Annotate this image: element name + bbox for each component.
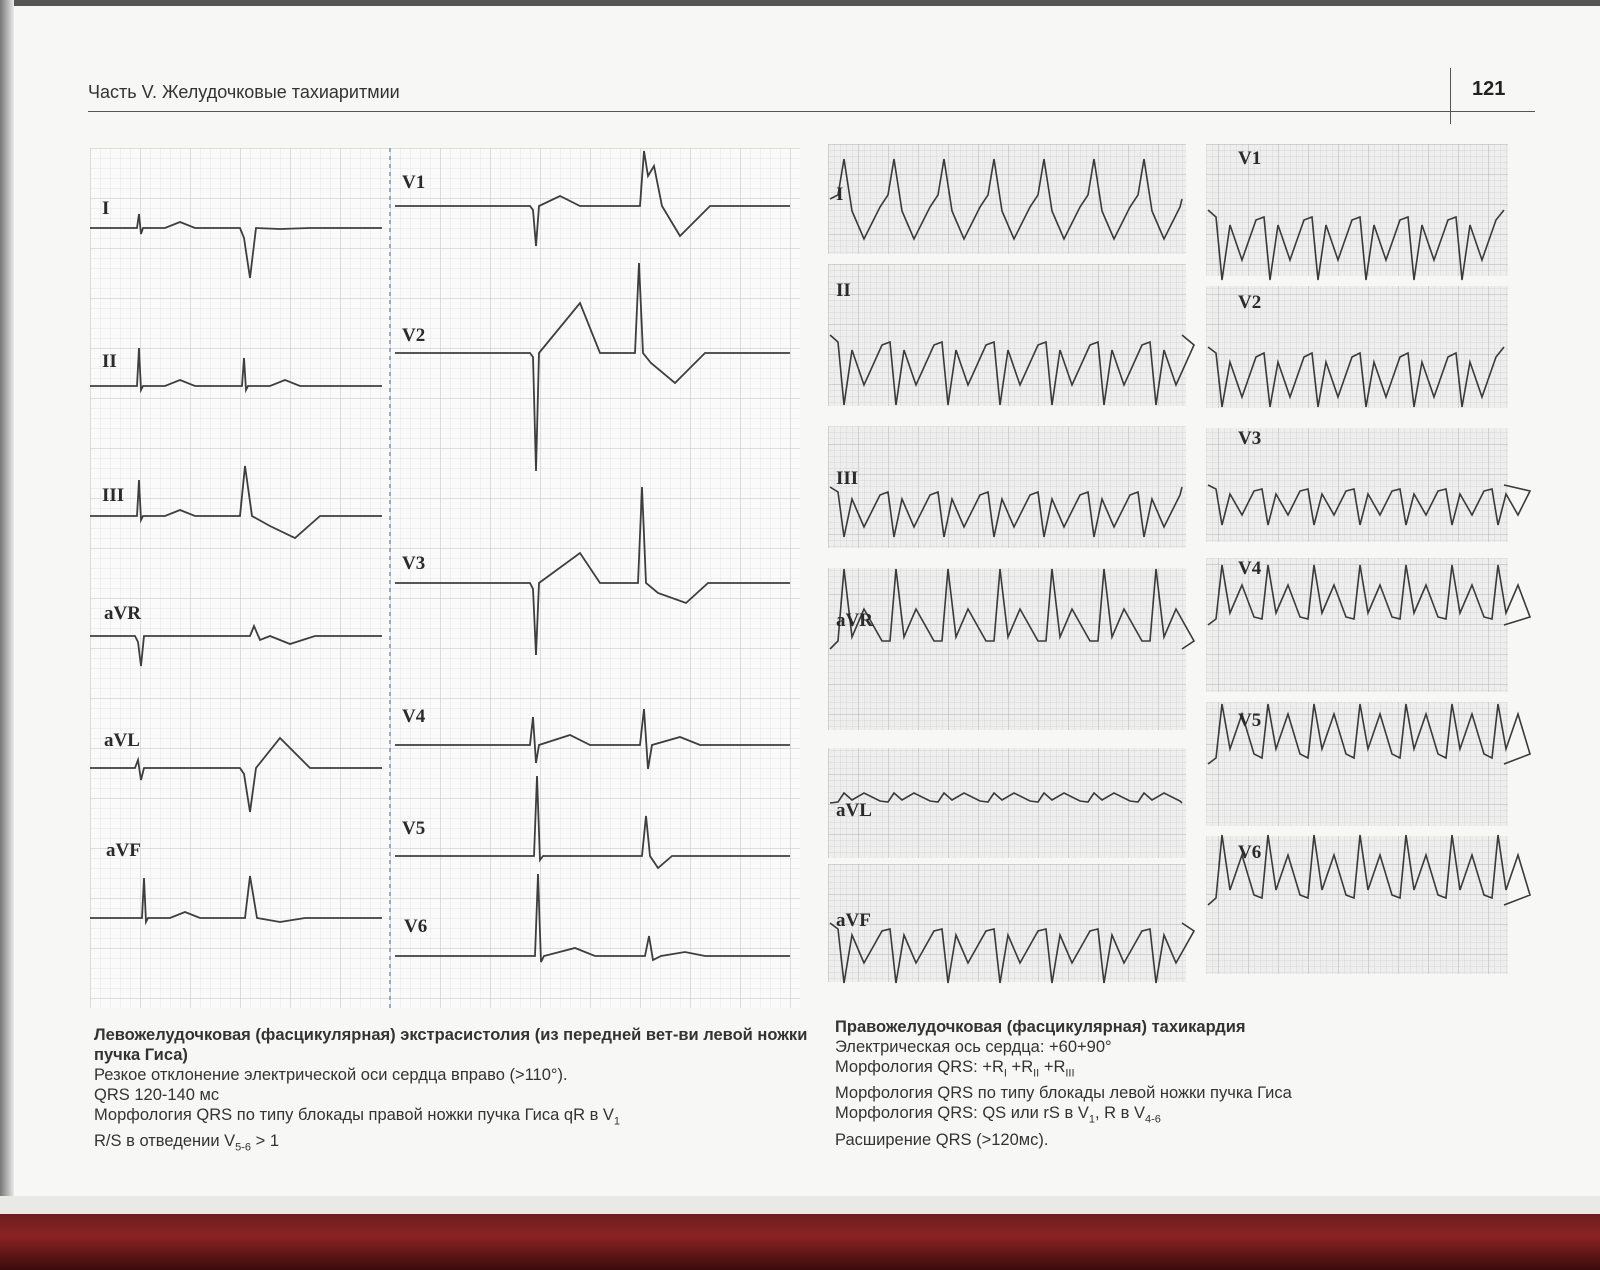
caption-left-title: Левожелудочковая (фасцикулярная) экстрасистолия (из передней вет-ви левой ножки пучка Гиса) bbox=[94, 1026, 808, 1064]
lead-label-V3: V3 bbox=[402, 553, 426, 574]
caption-right-title: Правожелудочковая (фасцикулярная) тахикардия bbox=[835, 1018, 1246, 1036]
ecg-left-graphic bbox=[90, 148, 800, 1008]
caption-right-line: Морфология QRS: QS или rS в $V_1$, R в $V_{4-6}$ bbox=[835, 1104, 1161, 1126]
caption-left-line: R/S в отведении $V_{5-6} > 1$ bbox=[94, 1132, 280, 1154]
lead-label-V4: V4 bbox=[402, 706, 426, 727]
lead-label-V6: V6 bbox=[1238, 842, 1262, 863]
caption-left-line: QRS 120-140 мс bbox=[94, 1086, 220, 1104]
ecg-figure-left bbox=[90, 148, 800, 1008]
lead-label-I: I bbox=[836, 184, 844, 205]
lead-label-III: III bbox=[102, 485, 125, 506]
running-head: Часть V. Желудочковые тахиаритмии bbox=[88, 82, 400, 102]
lead-label-aVF: aVF bbox=[106, 840, 141, 861]
lead-label-I: I bbox=[102, 198, 110, 219]
caption-left-line: Резкое отклонение электрической оси сердца вправо (>110°). bbox=[94, 1066, 568, 1084]
lead-label-V2: V2 bbox=[1238, 292, 1262, 313]
ecg-strip-grid bbox=[828, 864, 1186, 982]
caption-right bbox=[835, 1017, 1475, 1150]
caption-left bbox=[94, 1025, 809, 1158]
lead-label-V2: V2 bbox=[402, 325, 426, 346]
lead-label-V1: V1 bbox=[1238, 148, 1262, 169]
caption-right-line: Морфология QRS: $+R_I +R_{II} +R_{III}$ bbox=[835, 1058, 1075, 1080]
caption-right-line: Расширение QRS (>120мс). bbox=[835, 1130, 1049, 1149]
lead-label-aVL: aVL bbox=[836, 800, 872, 821]
lead-label-II: II bbox=[102, 351, 117, 372]
caption-right-line: Морфология QRS по типу блокады левой ножки пучка Гиса bbox=[835, 1084, 1292, 1103]
lead-label-V4: V4 bbox=[1238, 558, 1262, 579]
ecg-strip-grid bbox=[828, 144, 1186, 254]
ecg-strip-grid bbox=[828, 748, 1186, 858]
caption-left-line: Морфология QRS по типу блокады правой ножки пучка Гиса qR в $V_1$ bbox=[94, 1106, 621, 1128]
lead-label-III: III bbox=[836, 468, 859, 489]
lead-label-aVL: aVL bbox=[104, 730, 140, 751]
book-cover-edge bbox=[0, 1214, 1600, 1270]
lead-label-V5: V5 bbox=[402, 818, 426, 839]
ecg-figure-right bbox=[828, 144, 1540, 1004]
lead-label-aVR: aVR bbox=[836, 610, 873, 631]
lead-label-aVF: aVF bbox=[836, 910, 871, 931]
ecg-strip-grid bbox=[828, 264, 1186, 406]
page-number: 121 bbox=[1472, 78, 1506, 100]
ecg-strip-grid bbox=[828, 426, 1186, 548]
caption-right-line: Электрическая ось сердца: +60+90° bbox=[835, 1038, 1112, 1056]
lead-label-V1: V1 bbox=[402, 172, 426, 193]
lead-label-II: II bbox=[836, 280, 851, 301]
header-rule bbox=[88, 111, 1535, 112]
lead-label-aVR: aVR bbox=[104, 603, 141, 624]
lead-label-V3: V3 bbox=[1238, 428, 1262, 449]
lead-label-V6: V6 bbox=[404, 916, 428, 937]
page-bottom-margin bbox=[0, 1196, 1600, 1214]
page-number-divider bbox=[1450, 68, 1451, 124]
lead-label-V5: V5 bbox=[1238, 710, 1262, 731]
ecg-strip-grid bbox=[828, 568, 1186, 730]
ecg-right-graphic bbox=[828, 144, 1540, 1004]
book-spine-shadow bbox=[0, 0, 14, 1270]
page-top-edge bbox=[0, 0, 1600, 6]
